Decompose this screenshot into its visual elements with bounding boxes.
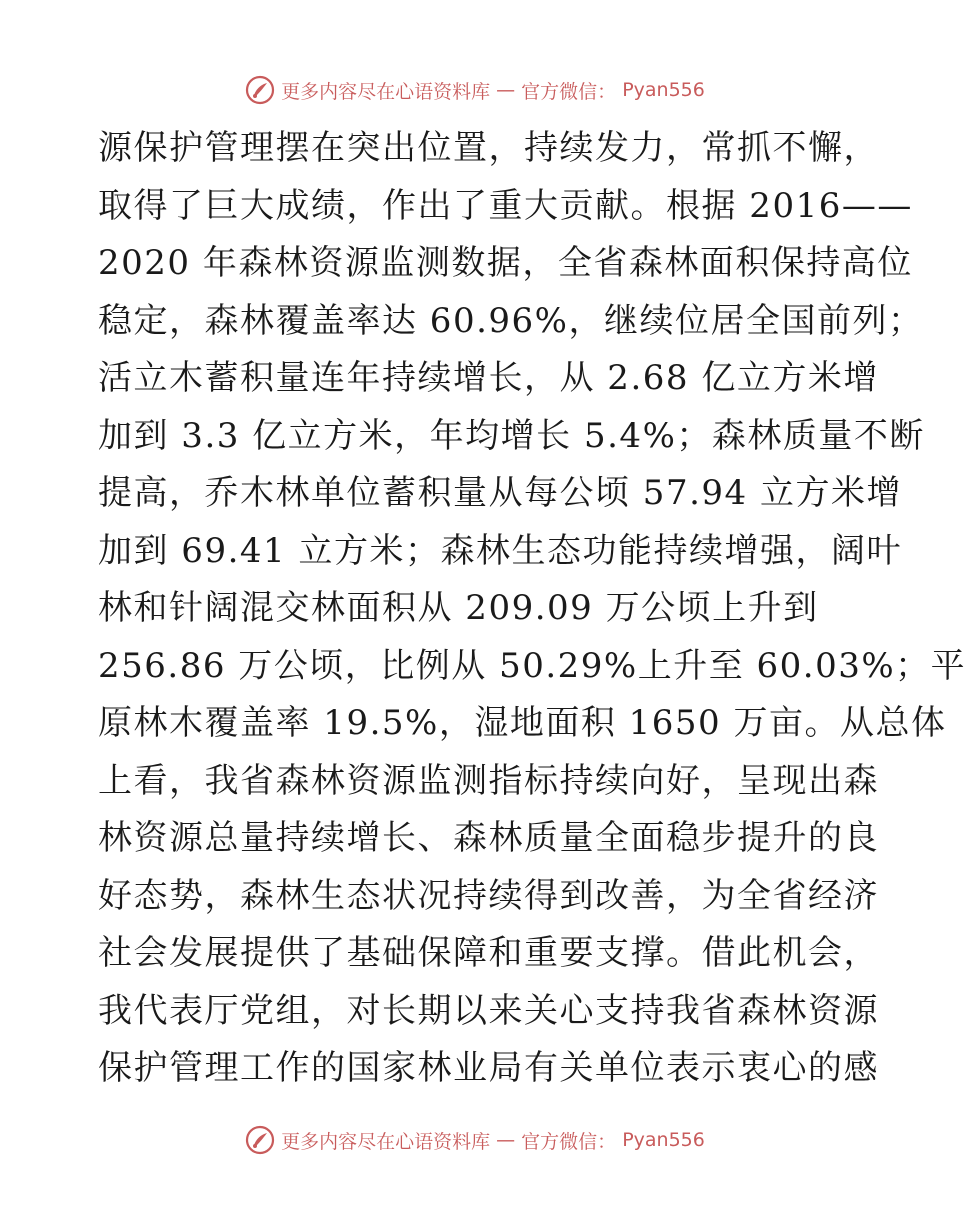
body-line-14: 好态势，森林生态状况持续得到改善，为全省经济	[98, 875, 879, 916]
body-line-5: 活立木蓄积量连年持续增长，从 2.68 亿立方米增	[98, 358, 879, 398]
logo-icon	[245, 75, 275, 105]
body-line-11: 原林木覆盖率 19.5%，湿地面积 1650 万亩。从总体	[98, 703, 947, 743]
footer-wechat-label: 官方微信：	[521, 1130, 617, 1153]
body-line-10: 256.86 万公顷，比例从 50.29%上升至 60.03%；平	[98, 645, 966, 686]
header-wechat-label: 官方微信：	[521, 80, 617, 103]
body-line-2: 取得了巨大成绩，作出了重大贡献。根据 2016——	[98, 185, 913, 226]
body-line-9: 林和针阔混交林面积从 209.09 万公顷上升到	[98, 588, 819, 628]
body-line-3: 2020 年森林资源监测数据，全省森林面积保持高位	[98, 243, 913, 283]
footer-watermark-separator: —	[496, 1129, 516, 1151]
logo-icon	[245, 1125, 275, 1155]
footer-watermark-text: 更多内容尽在心语资料库	[281, 1130, 491, 1153]
header-watermark-text: 更多内容尽在心语资料库	[281, 80, 491, 103]
body-line-1: 源保护管理摆在突出位置，持续发力，常抓不懈，	[98, 128, 879, 168]
body-line-4: 稳定，森林覆盖率达 60.96%，继续位居全国前列；	[98, 300, 924, 341]
footer-watermark	[0, 1120, 950, 1160]
body-line-17: 保护管理工作的国家林业局有关单位表示衷心的感	[98, 1048, 879, 1088]
document-body	[98, 120, 966, 1098]
body-line-6: 加到 3.3 亿立方米，年均增长 5.4%；森林质量不断	[98, 415, 925, 456]
body-line-7: 提高，乔木林单位蓄积量从每公顷 57.94 立方米增	[98, 473, 902, 513]
header-watermark-separator: —	[496, 79, 516, 101]
header-watermark	[0, 70, 950, 110]
body-line-12: 上看，我省森林资源监测指标持续向好，呈现出森	[98, 760, 879, 801]
header-wechat-id: Pyan556	[622, 79, 705, 101]
body-line-15: 社会发展提供了基础保障和重要支撑。借此机会，	[98, 933, 879, 973]
body-line-16: 我代表厅党组，对长期以来关心支持我省森林资源	[98, 990, 879, 1031]
body-line-8: 加到 69.41 立方米；森林生态功能持续增强，阔叶	[98, 530, 902, 571]
footer-wechat-id: Pyan556	[622, 1129, 705, 1151]
body-line-13: 林资源总量持续增长、森林质量全面稳步提升的良	[98, 818, 879, 858]
